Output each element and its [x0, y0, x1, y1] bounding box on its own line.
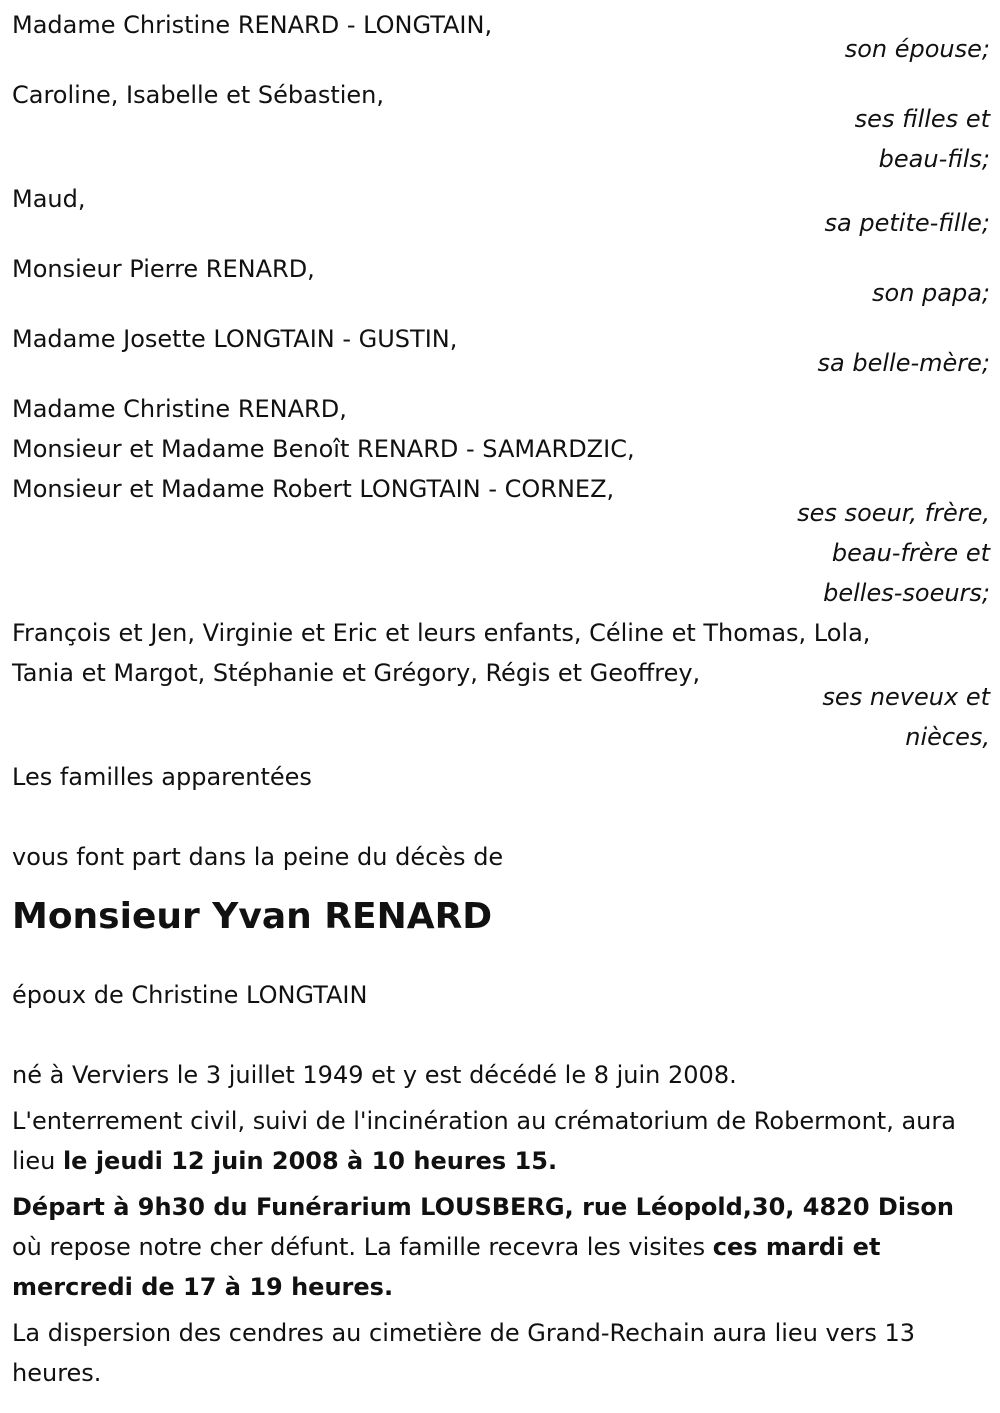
family-entry [12, 613, 990, 757]
funeral-paragraph [12, 1101, 990, 1181]
announcement-line: vous font part dans la peine du décès de [12, 843, 504, 871]
family-entry [12, 179, 990, 243]
family-role [12, 493, 990, 613]
funeral-text: L'enterrement civil, suivi de l'incinération au crématorium de Robermont, aura lieu [12, 1107, 956, 1175]
family-name-line: Monsieur et Madame Robert LONGTAIN - CORNEZ, [12, 475, 615, 503]
family-entry [12, 249, 990, 313]
family-role-line: beau-fils; [878, 145, 990, 173]
relatives-line: Les familles apparentées [12, 763, 312, 791]
family-entry [12, 75, 990, 179]
departure-paragraph [12, 1187, 990, 1307]
family-name-line: François et Jen, Virginie et Eric et leurs enfants, Céline et Thomas, Lola, [12, 619, 871, 647]
family-name-line: Madame Josette LONGTAIN - GUSTIN, [12, 325, 458, 353]
deceased-name: Monsieur Yvan RENARD [12, 896, 493, 937]
family-name-line: Madame Christine RENARD - LONGTAIN, [12, 11, 493, 39]
departure-location: Départ à 9h30 du Funérarium LOUSBERG, rue Léopold,30, 4820 Dison [12, 1193, 954, 1221]
obituary-notice [12, 5, 990, 1399]
visiting-hours: ces mardi et mercredi de 17 à 19 heures. [12, 1233, 881, 1301]
family-role [12, 203, 990, 243]
birth-death-text: né à Verviers le 3 juillet 1949 et y est décédé le 8 juin 2008. [12, 1061, 737, 1089]
family-role-line: ses neveux et [822, 683, 990, 711]
family-role-line: son papa; [872, 279, 990, 307]
family-name-line: Tania et Margot, Stéphanie et Grégory, Régis et Geoffrey, [12, 659, 701, 687]
family-name-line: Caroline, Isabelle et Sébastien, [12, 81, 385, 109]
family-role-line: nièces, [905, 723, 990, 751]
family-entry [12, 5, 990, 69]
family-name-line: Monsieur Pierre RENARD, [12, 255, 315, 283]
departure-text: où repose notre cher défunt. La famille recevra les visites [12, 1233, 713, 1261]
family-role-line: sa belle-mère; [817, 349, 990, 377]
family-entry [12, 319, 990, 383]
family-role-line: son épouse; [844, 35, 990, 63]
family-name-line: Maud, [12, 185, 86, 213]
funeral-date: le jeudi 12 juin 2008 à 10 heures 15. [62, 1147, 558, 1175]
family-role-line: ses soeur, frère, [797, 499, 990, 527]
family-role-line: belles-soeurs; [823, 579, 990, 607]
spouse-line: époux de Christine LONGTAIN [12, 981, 368, 1009]
dispersion-text: La dispersion des cendres au cimetière de Grand-Rechain aura lieu vers 13 heures. [12, 1319, 916, 1387]
family-name-line: Madame Christine RENARD, [12, 395, 347, 423]
family-name-line: Monsieur et Madame Benoît RENARD - SAMARDZIC, [12, 435, 635, 463]
family-role-line: sa petite-fille; [824, 209, 990, 237]
family-entry [12, 389, 990, 613]
family-role-line: beau-frère et [831, 539, 990, 567]
family-role-line: ses filles et [854, 105, 990, 133]
